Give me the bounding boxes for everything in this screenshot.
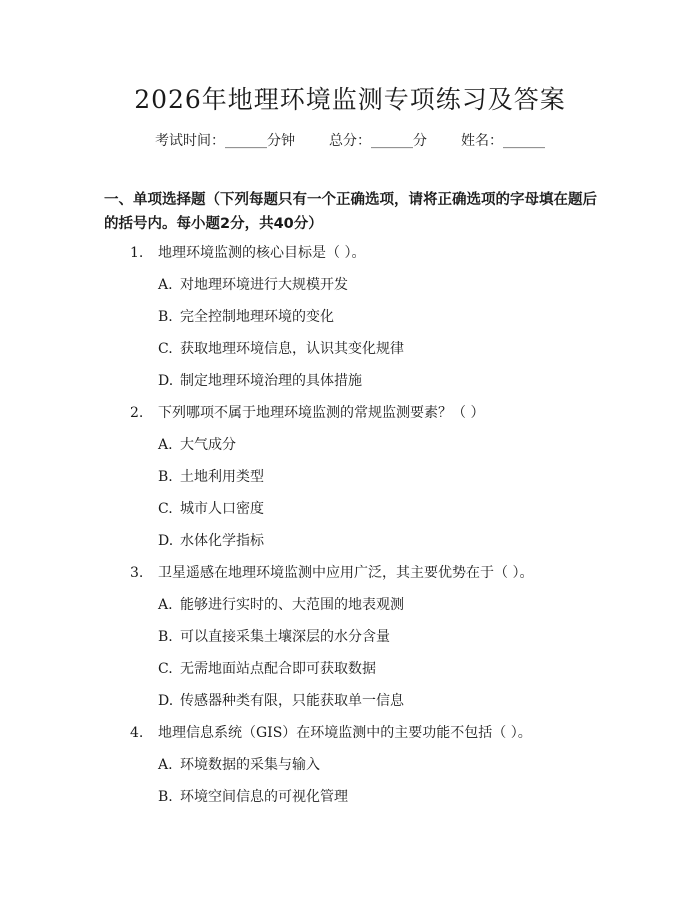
question-2-option-d <box>158 531 264 551</box>
option-text: 城市人口密度 <box>180 501 264 517</box>
option-text: 能够进行实时的、大范围的地表观测 <box>180 597 404 613</box>
question-1-option-c <box>158 339 404 359</box>
question-text: 卫星遥感在地理环境监测中应用广泛，其主要优势在于（ ）。 <box>158 565 534 581</box>
option-text: 获取地理环境信息，认识其变化规律 <box>180 341 404 357</box>
option-letter: B. <box>158 309 173 325</box>
option-letter: A. <box>158 277 173 293</box>
exam-meta <box>0 131 700 151</box>
option-text: 水体化学指标 <box>180 533 264 549</box>
option-letter: D. <box>158 533 174 549</box>
question-1-option-a <box>158 275 348 295</box>
option-letter: B. <box>158 629 173 645</box>
option-letter: A. <box>158 757 173 773</box>
total-score-field: 总分：______分 <box>329 133 427 149</box>
option-letter: D. <box>158 693 174 709</box>
option-text: 对地理环境进行大规模开发 <box>180 277 348 293</box>
option-text: 环境空间信息的可视化管理 <box>180 789 348 805</box>
option-letter: D. <box>158 373 174 389</box>
option-letter: C. <box>158 341 173 357</box>
option-letter: A. <box>158 437 173 453</box>
student-name-field: 姓名：______ <box>461 133 545 149</box>
question-1-option-b <box>158 307 334 327</box>
question-text: 下列哪项不属于地理环境监测的常规监测要素？（ ） <box>158 405 485 421</box>
question-2-option-c <box>158 499 264 519</box>
question-2 <box>130 403 484 423</box>
option-letter: C. <box>158 661 173 677</box>
option-letter: A. <box>158 597 173 613</box>
option-letter: B. <box>158 789 173 805</box>
question-4-option-b <box>158 787 348 807</box>
question-number: 1. <box>130 245 144 261</box>
option-text: 大气成分 <box>180 437 236 453</box>
question-3 <box>130 563 533 583</box>
question-3-option-b <box>158 627 390 647</box>
question-2-option-a <box>158 435 236 455</box>
option-letter: C. <box>158 501 173 517</box>
exam-time-field: 考试时间：______分钟 <box>155 133 295 149</box>
question-3-option-a <box>158 595 404 615</box>
question-number: 3. <box>130 565 144 581</box>
question-2-option-b <box>158 467 264 487</box>
question-1 <box>130 243 365 263</box>
question-4 <box>130 723 532 743</box>
option-text: 环境数据的采集与输入 <box>180 757 320 773</box>
option-text: 土地利用类型 <box>180 469 264 485</box>
option-letter: B. <box>158 469 173 485</box>
option-text: 制定地理环境治理的具体措施 <box>180 373 362 389</box>
option-text: 完全控制地理环境的变化 <box>180 309 334 325</box>
section-heading: 一、单项选择题（下列每题只有一个正确选项，请将正确选项的字母填在题后的括号内。每小题2分，共40分） <box>104 192 597 232</box>
question-number: 2. <box>130 405 144 421</box>
option-text: 可以直接采集土壤深层的水分含量 <box>180 629 390 645</box>
option-text: 无需地面站点配合即可获取数据 <box>180 661 376 677</box>
question-number: 4. <box>130 725 144 741</box>
question-text: 地理环境监测的核心目标是（ ）。 <box>158 245 366 261</box>
question-3-option-d <box>158 691 404 711</box>
page-title: 2026年地理环境监测专项练习及答案 <box>134 85 566 114</box>
question-3-option-c <box>158 659 376 679</box>
question-1-option-d <box>158 371 362 391</box>
question-4-option-a <box>158 755 320 775</box>
question-text: 地理信息系统（GIS）在环境监测中的主要功能不包括（ ）。 <box>158 725 532 741</box>
option-text: 传感器种类有限，只能获取单一信息 <box>180 693 404 709</box>
